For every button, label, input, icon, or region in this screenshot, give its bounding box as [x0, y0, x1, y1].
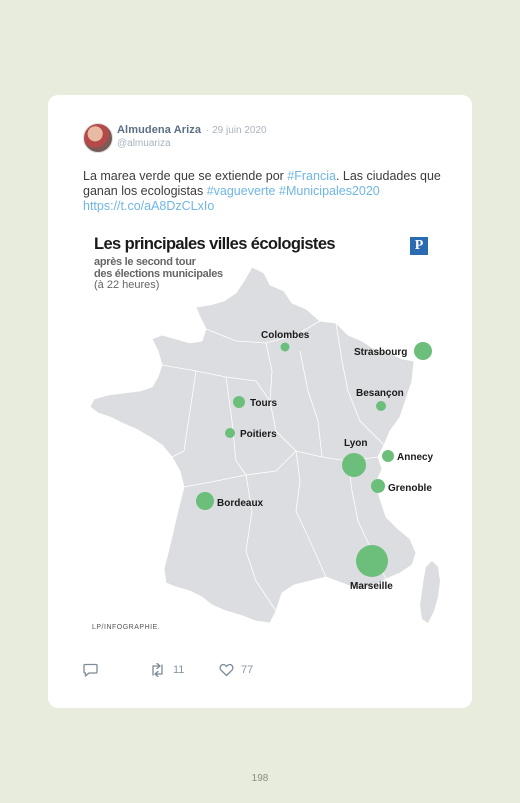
hashtag-link[interactable]: #Francia	[287, 169, 336, 183]
city-circle-colombes[interactable]	[281, 343, 290, 352]
like-icon	[219, 663, 234, 677]
city-label-lyon: Lyon	[344, 438, 368, 449]
city-circle-marseille[interactable]	[356, 545, 388, 577]
like-count: 77	[241, 664, 254, 676]
france-map	[86, 231, 446, 641]
page-number: 198	[251, 773, 269, 784]
reply-icon	[83, 663, 98, 677]
city-label-tours: Tours	[250, 398, 278, 409]
city-label-strasbourg: Strasbourg	[354, 347, 408, 358]
author-name[interactable]: Almudena Ariza	[117, 124, 202, 136]
city-label-colombes: Colombes	[261, 330, 310, 341]
reply-button[interactable]	[83, 663, 98, 677]
map-subtitle: des élections municipales	[94, 268, 223, 280]
retweet-icon	[149, 663, 166, 677]
map-title: Les principales villes écologistes	[94, 235, 335, 253]
like-button[interactable]	[219, 663, 253, 677]
tweet-card	[48, 95, 472, 708]
city-circle-lyon[interactable]	[342, 453, 366, 477]
author-handle[interactable]: @almuariza	[117, 138, 171, 149]
tweet-date[interactable]: · 29 juin 2020	[206, 125, 267, 136]
hashtag-link[interactable]: #vagueverte	[206, 184, 276, 198]
city-circle-bordeaux[interactable]	[196, 492, 214, 510]
tweet-url-link[interactable]: https://t.co/aA8DzCLxIo	[83, 199, 215, 213]
city-label-besancon: Besançon	[356, 388, 404, 399]
city-label-marseille: Marseille	[350, 581, 393, 592]
map-credit: LP/INFOGRAPHIE.	[92, 624, 161, 631]
city-label-annecy: Annecy	[397, 452, 434, 463]
map-subtitle: après le second tour	[94, 256, 196, 268]
hashtag-link[interactable]: #Municipales2020	[279, 184, 380, 198]
map-image[interactable]	[86, 231, 446, 641]
city-circle-poitiers[interactable]	[225, 428, 235, 438]
avatar[interactable]	[83, 123, 113, 153]
city-label-grenoble: Grenoble	[388, 483, 432, 494]
tweet-text	[83, 169, 443, 214]
tweet-text-part: . Las ciudades que ganan los ecologistas	[83, 169, 441, 198]
le-parisien-logo: P	[410, 237, 428, 255]
city-circle-grenoble[interactable]	[371, 479, 385, 493]
city-label-poitiers: Poitiers	[240, 429, 277, 440]
city-circle-besancon[interactable]	[376, 401, 386, 411]
city-circle-tours[interactable]	[233, 396, 245, 408]
tweet-actions	[83, 663, 383, 679]
tweet-text-part: La marea verde que se extiende por	[83, 169, 288, 183]
retweet-button[interactable]	[149, 663, 184, 677]
city-label-bordeaux: Bordeaux	[217, 498, 264, 509]
city-circle-annecy[interactable]	[382, 450, 394, 462]
retweet-count: 11	[173, 664, 185, 676]
map-subtitle: (à 22 heures)	[94, 279, 160, 291]
corsica-shape	[420, 561, 440, 623]
city-circle-strasbourg[interactable]	[414, 342, 432, 360]
